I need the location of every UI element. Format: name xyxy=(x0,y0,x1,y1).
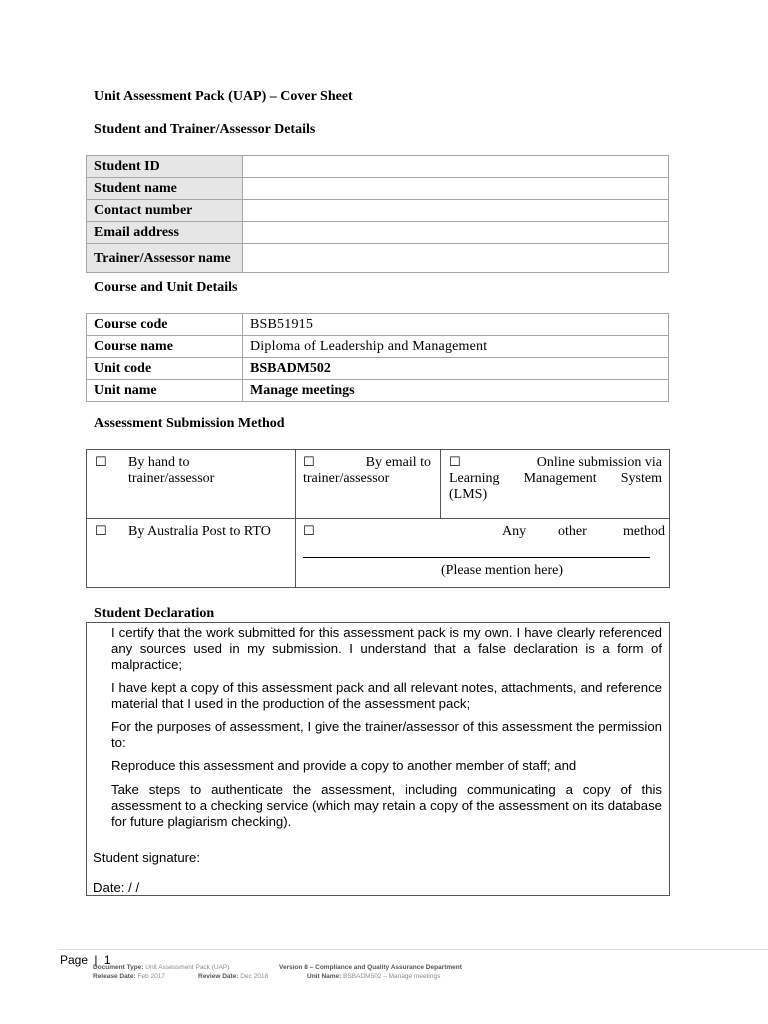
other-label-any: Any xyxy=(502,524,527,539)
submission-heading: Assessment Submission Method xyxy=(94,416,285,431)
declaration-paragraph: Reproduce this assessment and provide a copy to another member of staff; and xyxy=(111,758,577,773)
footer-version: Version 8 – Compliance and Quality Assurance Department xyxy=(279,964,462,971)
divider xyxy=(440,450,441,518)
by-email-label: By email to xyxy=(365,455,431,470)
other-method-note: (Please mention here) xyxy=(441,563,564,578)
declaration-box xyxy=(86,622,670,896)
online-label-2: Learning Management System xyxy=(449,471,662,486)
post-label: By Australia Post to RTO xyxy=(128,524,271,539)
footer-release-date xyxy=(93,973,165,980)
course-name-value: Diploma of Leadership and Management xyxy=(243,336,669,358)
course-code-value: BSB51915 xyxy=(243,314,669,336)
student-details-heading: Student and Trainer/Assessor Details xyxy=(94,122,316,137)
declaration-paragraph: Take steps to authenticate the assessment, including communicating a copy of this assessment to a checking service (which may retain a copy of the assessment on its database for future plagiarism checking). xyxy=(111,782,662,829)
unit-name-label: Unit name xyxy=(87,380,243,402)
declaration-paragraph: I certify that the work submitted for this assessment pack is my own. I have clearly referenced any sources used in my submission. I understand that a false declaration is a form of malpractice; xyxy=(111,625,662,672)
page-title: Unit Assessment Pack (UAP) – Cover Sheet xyxy=(94,89,353,104)
footer-unit-name xyxy=(307,973,440,980)
course-details-heading: Course and Unit Details xyxy=(94,280,238,295)
release-label: Release Date: xyxy=(93,973,136,980)
student-name-field[interactable] xyxy=(243,178,669,200)
checkbox[interactable]: ☐ xyxy=(95,455,107,470)
by-email-label-2: trainer/assessor xyxy=(303,471,390,486)
course-name-label: Course name xyxy=(87,336,243,358)
by-hand-label: By hand to trainer/assessor xyxy=(128,455,215,486)
checkbox[interactable]: ☐ xyxy=(95,524,107,539)
unit-label: Unit Name: xyxy=(307,973,342,980)
checkbox[interactable]: ☐ xyxy=(303,524,315,539)
student-signature-label: Student signature: xyxy=(93,850,201,865)
other-method-input-line[interactable] xyxy=(303,557,650,558)
declaration-paragraph: I have kept a copy of this assessment pack and all relevant notes, attachments, and reference material that I used in the production of the assessment pack; xyxy=(111,680,662,711)
declaration-heading: Student Declaration xyxy=(94,606,215,621)
page-number: Page | 1 xyxy=(60,953,111,967)
contact-number-field[interactable] xyxy=(243,200,669,222)
checkbox[interactable]: ☐ xyxy=(303,455,315,470)
unit-code-value: BSBADM502 xyxy=(243,358,669,380)
review-label: Review Date: xyxy=(198,973,239,980)
course-details-table xyxy=(86,313,669,402)
course-code-label: Course code xyxy=(87,314,243,336)
unit-value: BSBADM502 – Manage meetings xyxy=(343,973,441,980)
divider xyxy=(87,518,669,519)
page-label: Page xyxy=(60,953,89,967)
footer-doc-type xyxy=(93,964,229,971)
trainer-assessor-field[interactable] xyxy=(243,244,669,273)
student-id-label: Student ID xyxy=(87,156,243,178)
review-value: Dec 2018 xyxy=(240,973,269,980)
student-name-label: Student name xyxy=(87,178,243,200)
doc-type-label: Document Type: xyxy=(93,964,144,971)
online-label-3: (LMS) xyxy=(449,487,488,502)
page-number-value: 1 xyxy=(103,953,111,967)
other-label-method: method xyxy=(623,524,665,539)
unit-code-label: Unit code xyxy=(87,358,243,380)
footer-rule xyxy=(58,949,768,950)
date-label: Date: / / xyxy=(93,880,140,895)
student-details-table xyxy=(86,155,669,273)
submission-method-table xyxy=(86,449,670,588)
email-address-field[interactable] xyxy=(243,222,669,244)
contact-number-label: Contact number xyxy=(87,200,243,222)
other-label-other: other xyxy=(558,524,587,539)
email-address-label: Email address xyxy=(87,222,243,244)
release-value: Feb 2017 xyxy=(137,973,165,980)
doc-type-value: Unit Assessment Pack (UAP) xyxy=(145,964,230,971)
online-label: Online submission via xyxy=(536,455,662,470)
student-id-field[interactable] xyxy=(243,156,669,178)
checkbox[interactable]: ☐ xyxy=(449,455,461,470)
trainer-assessor-label: Trainer/Assessor name xyxy=(87,244,243,273)
unit-name-value: Manage meetings xyxy=(243,380,669,402)
declaration-paragraph: For the purposes of assessment, I give the trainer/assessor of this assessment the permission to: xyxy=(111,719,662,750)
footer-review-date xyxy=(198,973,268,980)
